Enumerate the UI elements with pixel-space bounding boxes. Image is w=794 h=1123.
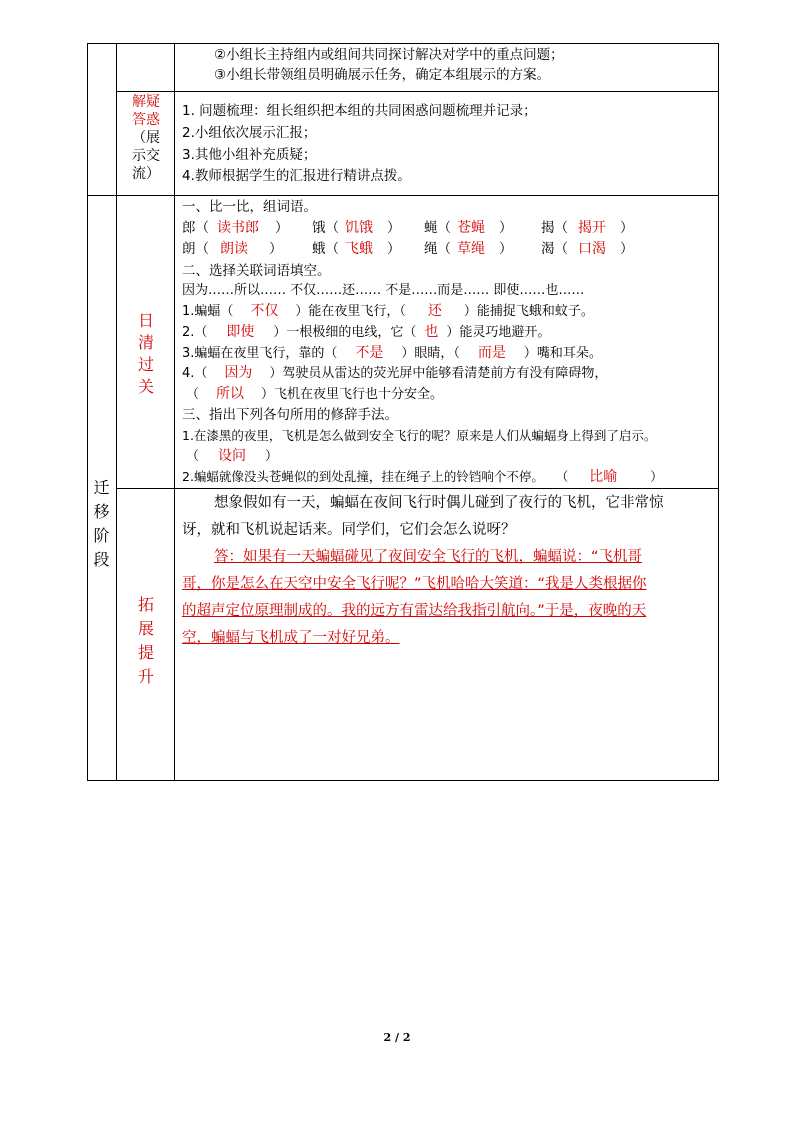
- answer: 而是: [477, 345, 506, 361]
- label-char: 展: [137, 619, 154, 638]
- section-label-tuozhan: [117, 593, 175, 689]
- group-task-line: ③小组长带领组员明确展示任务，确定本组展示的方案。: [214, 67, 551, 83]
- row-divider: [116, 488, 719, 489]
- word-close: ）: [387, 220, 401, 236]
- prompt-text: 讶，就和飞机说起话来。同学们，它们会怎么说呀？: [182, 522, 516, 538]
- question-text: 1.蝙蝠（: [182, 304, 234, 319]
- word-item: [312, 240, 401, 258]
- word-answer: 饥饿: [345, 220, 373, 236]
- table-bottom-border: [87, 780, 719, 781]
- question-text: （: [186, 387, 200, 402]
- question-text: ）眼睛，（: [401, 346, 460, 361]
- label-char: 日: [137, 311, 154, 330]
- word-item: [312, 219, 401, 237]
- answer-text: 空，蝙蝠与飞机成了一对好兄弟。: [182, 630, 400, 646]
- label-char: 清: [137, 333, 154, 352]
- rhetoric-sentence: [182, 468, 663, 486]
- section-heading: 一、比一比，组词语。: [182, 199, 317, 215]
- word-close: ）: [269, 241, 283, 257]
- word-char: 饿（: [312, 220, 339, 236]
- answer: 所以: [216, 386, 245, 402]
- bracket: （: [561, 469, 569, 484]
- table-left-border: [87, 43, 88, 781]
- table-right-border: [718, 43, 719, 781]
- fill-question: [182, 302, 594, 321]
- row-divider: [87, 195, 719, 196]
- stage-label: [87, 476, 116, 572]
- answer: 即使: [226, 324, 255, 340]
- stage-char: 移: [93, 502, 110, 521]
- jieyi-item: 3.其他小组补充质疑；: [182, 147, 317, 163]
- bracket: ）: [265, 449, 279, 464]
- section-sublabel: 示交: [132, 148, 160, 164]
- word-item: [424, 219, 513, 237]
- prompt-text: 想象假如有一天，蝙蝠在夜间飞行时偶儿碰到了夜行的飞机，它非常惊: [214, 495, 664, 511]
- word-char: 渴（: [541, 241, 568, 257]
- label-char: 过: [137, 355, 154, 374]
- section-sublabel: （展: [132, 130, 160, 146]
- word-answer: 朗读: [220, 241, 248, 257]
- bracket: ）: [650, 469, 663, 484]
- word-item: [182, 219, 289, 237]
- conjunction-options: 因为……所以…… 不仅……还…… 不是……而是…… 即使……也……: [182, 283, 585, 298]
- question-text: ）驾驶员从雷达的荧光屏中能够看清楚前方有没有障碍物，: [269, 366, 608, 381]
- question-text: 3.蝙蝠在夜里飞行，靠的（: [182, 346, 338, 361]
- section-heading: 二、选择关联词语填空。: [182, 263, 331, 279]
- table-top-border: [87, 43, 719, 44]
- section-label-jieyi: 答惑: [132, 112, 160, 128]
- answer: 比喻: [589, 469, 618, 485]
- word-close: ）: [620, 241, 634, 257]
- question-text: 2.（: [182, 325, 208, 340]
- word-close: ）: [387, 241, 401, 257]
- word-char: 揭（: [541, 220, 568, 236]
- answer: 也: [424, 324, 439, 340]
- word-char: 绳（: [424, 241, 451, 257]
- label-char: 提: [137, 643, 154, 662]
- word-char: 郎（: [182, 220, 209, 236]
- word-answer: 苍蝇: [457, 220, 485, 236]
- rhetoric-answer-line: [186, 447, 278, 466]
- fill-question: [186, 385, 443, 404]
- word-close: ）: [499, 220, 513, 236]
- stage-char: 段: [93, 550, 110, 569]
- bracket: （: [186, 449, 200, 464]
- word-char: 朗（: [182, 241, 209, 257]
- word-char: 蛾（: [312, 241, 339, 257]
- label-char: 关: [137, 377, 154, 396]
- answer: 还: [427, 303, 442, 319]
- question-text: ）一根极细的电线，它（: [273, 325, 417, 340]
- fill-question: [182, 323, 550, 342]
- jieyi-item: 1. 问题梳理：组长组织把本组的共同困惑问题梳理并记录；: [182, 103, 537, 119]
- word-item: [424, 240, 513, 258]
- word-answer: 读书郎: [217, 220, 259, 236]
- question-text: ）能灵巧地避开。: [446, 325, 551, 340]
- section-heading: 三、指出下列各句所用的修辞手法。: [182, 407, 398, 423]
- fill-question: [182, 344, 602, 363]
- question-text: ）能捕捉飞蛾和蚊子。: [463, 304, 594, 319]
- answer-text: 的超声定位原理制成的。我的远方有雷达给我指引航向。”于是，夜晚的天: [182, 603, 647, 619]
- label-char: 升: [137, 667, 154, 686]
- word-close: ）: [275, 220, 289, 236]
- fill-question: [182, 364, 607, 383]
- stage-char: 迁: [93, 478, 110, 497]
- word-close: ）: [499, 241, 513, 257]
- word-answer: 揭开: [578, 220, 606, 236]
- word-item: [541, 219, 634, 237]
- question-text: ）飞机在夜里飞行也十分安全。: [261, 387, 444, 402]
- word-item: [182, 240, 283, 258]
- word-answer: 飞蛾: [345, 241, 373, 257]
- page-number: 2 / 2: [383, 1031, 411, 1044]
- answer-text: 哥，你是怎么在天空中安全飞行呢？”飞机哈哈大笑道：“我是人类根据你: [182, 576, 647, 592]
- word-close: ）: [620, 220, 634, 236]
- word-answer: 草绳: [457, 241, 485, 257]
- question-text: ）嘴和耳朵。: [523, 346, 602, 361]
- section-sublabel: 流）: [132, 166, 160, 182]
- rhetoric-sentence: 1.在漆黑的夜里，飞机是怎么做到安全飞行的呢？原来是人们从蝙蝠身上得到了启示。: [182, 428, 657, 443]
- question-text: 4.（: [182, 366, 208, 381]
- word-char: 蝇（: [424, 220, 451, 236]
- answer: 不仅: [250, 303, 279, 319]
- question-text: ）能在夜里飞行，（: [295, 304, 406, 319]
- row-divider: [116, 91, 719, 92]
- word-item: [541, 240, 634, 258]
- label-char: 拓: [137, 595, 154, 614]
- word-answer: 口渴: [578, 241, 606, 257]
- answer: 设问: [218, 448, 247, 464]
- answer-text: 答：如果有一天蝙蝠碰见了夜间安全飞行的飞机，蝙蝠说：“飞机哥: [214, 549, 643, 565]
- answer: 因为: [224, 365, 253, 381]
- group-task-line: ②小组长主持组内或组间共同探讨解决对学中的重点问题；: [214, 47, 564, 63]
- section-label-jieyi: 解疑: [132, 94, 160, 110]
- section-label-riqing: [117, 310, 175, 398]
- answer: 不是: [355, 345, 384, 361]
- question-text: 2.蝙蝠就像没头苍蝇似的到处乱撞，挂在绳子上的铃铛响个不停。: [182, 469, 544, 484]
- jieyi-item: 2.小组依次展示汇报；: [182, 125, 317, 141]
- jieyi-item: 4.教师根据学生的汇报进行精讲点拨。: [182, 168, 411, 184]
- stage-char: 阶: [93, 526, 110, 545]
